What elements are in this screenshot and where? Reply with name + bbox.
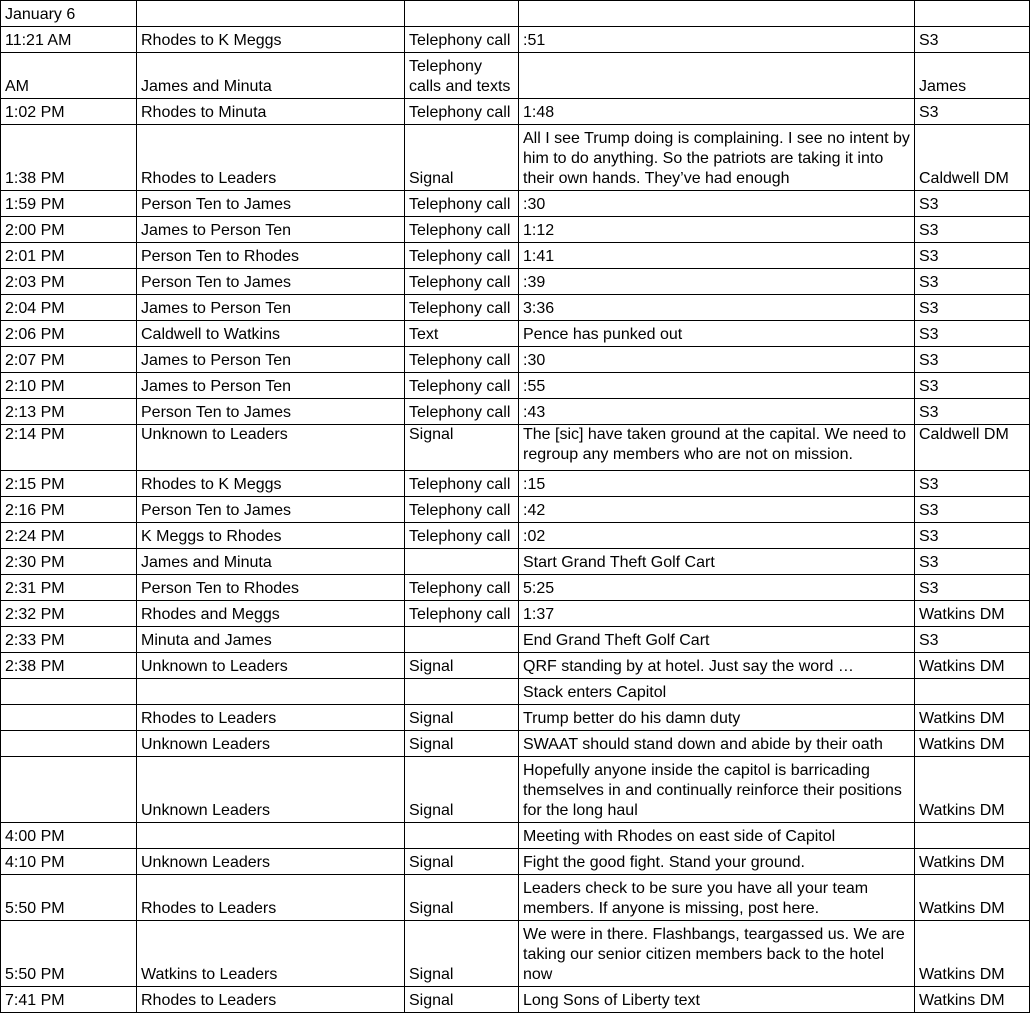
content-cell: Stack enters Capitol xyxy=(519,679,915,705)
time-cell xyxy=(1,705,137,731)
method-cell: Telephony call xyxy=(405,27,519,53)
time-cell: 7:41 PM xyxy=(1,987,137,1013)
table-row xyxy=(1,1,1030,27)
source-cell: Watkins DM xyxy=(915,875,1030,921)
participants-cell: Unknown Leaders xyxy=(137,731,405,757)
source-cell: S3 xyxy=(915,549,1030,575)
time-cell: January 6 xyxy=(1,1,137,27)
participants-cell xyxy=(137,823,405,849)
method-cell: Telephony call xyxy=(405,471,519,497)
time-cell: 2:01 PM xyxy=(1,243,137,269)
method-cell: Signal xyxy=(405,425,519,471)
content-cell: Fight the good fight. Stand your ground. xyxy=(519,849,915,875)
participants-cell: Unknown Leaders xyxy=(137,757,405,823)
source-cell: S3 xyxy=(915,217,1030,243)
source-cell: S3 xyxy=(915,269,1030,295)
time-cell: 2:33 PM xyxy=(1,627,137,653)
method-cell: Telephony call xyxy=(405,347,519,373)
table-row xyxy=(1,399,1030,425)
method-cell: Signal xyxy=(405,921,519,987)
table-row xyxy=(1,243,1030,269)
table-row xyxy=(1,191,1030,217)
time-cell: 2:13 PM xyxy=(1,399,137,425)
source-cell: S3 xyxy=(915,191,1030,217)
participants-cell: Minuta and James xyxy=(137,627,405,653)
time-cell xyxy=(1,757,137,823)
source-cell: S3 xyxy=(915,523,1030,549)
source-cell: James xyxy=(915,53,1030,99)
time-cell: 4:00 PM xyxy=(1,823,137,849)
source-cell: Watkins DM xyxy=(915,757,1030,823)
source-cell: S3 xyxy=(915,99,1030,125)
table-row xyxy=(1,987,1030,1013)
table-row xyxy=(1,497,1030,523)
source-cell: S3 xyxy=(915,347,1030,373)
source-cell: Watkins DM xyxy=(915,731,1030,757)
participants-cell xyxy=(137,1,405,27)
method-cell: Signal xyxy=(405,875,519,921)
table-row xyxy=(1,757,1030,823)
content-cell: :51 xyxy=(519,27,915,53)
method-cell xyxy=(405,549,519,575)
method-cell: Telephony call xyxy=(405,575,519,601)
content-cell: End Grand Theft Golf Cart xyxy=(519,627,915,653)
participants-cell: Unknown Leaders xyxy=(137,849,405,875)
method-cell: Signal xyxy=(405,757,519,823)
content-cell: 1:37 xyxy=(519,601,915,627)
table-row xyxy=(1,921,1030,987)
source-cell xyxy=(915,1,1030,27)
method-cell xyxy=(405,627,519,653)
method-cell: Signal xyxy=(405,987,519,1013)
source-cell: S3 xyxy=(915,373,1030,399)
content-cell: 3:36 xyxy=(519,295,915,321)
participants-cell: Unknown to Leaders xyxy=(137,425,405,471)
table-row xyxy=(1,627,1030,653)
time-cell: 2:15 PM xyxy=(1,471,137,497)
method-cell: Signal xyxy=(405,653,519,679)
participants-cell: Unknown to Leaders xyxy=(137,653,405,679)
source-cell: S3 xyxy=(915,471,1030,497)
source-cell xyxy=(915,679,1030,705)
participants-cell: James to Person Ten xyxy=(137,373,405,399)
source-cell: S3 xyxy=(915,321,1030,347)
source-cell: S3 xyxy=(915,295,1030,321)
source-cell: Watkins DM xyxy=(915,987,1030,1013)
method-cell: Telephony call xyxy=(405,191,519,217)
method-cell: Telephony call xyxy=(405,295,519,321)
method-cell: Signal xyxy=(405,849,519,875)
participants-cell xyxy=(137,679,405,705)
time-cell: 4:10 PM xyxy=(1,849,137,875)
time-cell: 2:03 PM xyxy=(1,269,137,295)
table-row xyxy=(1,601,1030,627)
source-cell xyxy=(915,823,1030,849)
content-cell: :43 xyxy=(519,399,915,425)
participants-cell: Person Ten to Rhodes xyxy=(137,243,405,269)
participants-cell: K Meggs to Rhodes xyxy=(137,523,405,549)
method-cell: Telephony calls and texts xyxy=(405,53,519,99)
content-cell: 1:41 xyxy=(519,243,915,269)
table-row xyxy=(1,125,1030,191)
content-cell: Meeting with Rhodes on east side of Capitol xyxy=(519,823,915,849)
content-cell xyxy=(519,1,915,27)
participants-cell: Caldwell to Watkins xyxy=(137,321,405,347)
method-cell: Signal xyxy=(405,125,519,191)
table-row xyxy=(1,705,1030,731)
table-row xyxy=(1,27,1030,53)
participants-cell: Rhodes to Minuta xyxy=(137,99,405,125)
content-cell: :55 xyxy=(519,373,915,399)
method-cell: Telephony call xyxy=(405,601,519,627)
method-cell xyxy=(405,823,519,849)
content-cell: All I see Trump doing is complaining. I see no intent by him to do anything. So the patriots are taking it into their own hands. They’ve had enough xyxy=(519,125,915,191)
time-cell: 2:30 PM xyxy=(1,549,137,575)
participants-cell: Rhodes to Leaders xyxy=(137,125,405,191)
time-cell: 11:21 AM xyxy=(1,27,137,53)
participants-cell: James and Minuta xyxy=(137,53,405,99)
source-cell: S3 xyxy=(915,627,1030,653)
table-row xyxy=(1,471,1030,497)
time-cell: 2:24 PM xyxy=(1,523,137,549)
content-cell: :42 xyxy=(519,497,915,523)
time-cell: 2:16 PM xyxy=(1,497,137,523)
table-row xyxy=(1,373,1030,399)
table-row xyxy=(1,575,1030,601)
content-cell: We were in there. Flashbangs, teargassed us. We are taking our senior citizen members back to the hotel now xyxy=(519,921,915,987)
source-cell: Caldwell DM xyxy=(915,425,1030,471)
method-cell: Telephony call xyxy=(405,269,519,295)
source-cell: Watkins DM xyxy=(915,601,1030,627)
time-cell: 1:02 PM xyxy=(1,99,137,125)
table-row xyxy=(1,269,1030,295)
participants-cell: Rhodes to Leaders xyxy=(137,987,405,1013)
content-cell: The [sic] have taken ground at the capital. We need to regroup any members who are not on mission. xyxy=(519,425,915,471)
content-cell: SWAAT should stand down and abide by their oath xyxy=(519,731,915,757)
content-cell: Long Sons of Liberty text xyxy=(519,987,915,1013)
participants-cell: Watkins to Leaders xyxy=(137,921,405,987)
participants-cell: Rhodes to K Meggs xyxy=(137,471,405,497)
source-cell: Watkins DM xyxy=(915,653,1030,679)
method-cell: Telephony call xyxy=(405,217,519,243)
time-cell: 1:59 PM xyxy=(1,191,137,217)
participants-cell: Rhodes to Leaders xyxy=(137,875,405,921)
source-cell: S3 xyxy=(915,27,1030,53)
time-cell: 2:06 PM xyxy=(1,321,137,347)
participants-cell: Person Ten to Rhodes xyxy=(137,575,405,601)
time-cell: 2:00 PM xyxy=(1,217,137,243)
table-row xyxy=(1,653,1030,679)
time-cell xyxy=(1,679,137,705)
source-cell: Watkins DM xyxy=(915,705,1030,731)
method-cell: Telephony call xyxy=(405,523,519,549)
method-cell: Telephony call xyxy=(405,373,519,399)
participants-cell: James to Person Ten xyxy=(137,217,405,243)
method-cell: Telephony call xyxy=(405,99,519,125)
participants-cell: Rhodes to Leaders xyxy=(137,705,405,731)
content-cell: QRF standing by at hotel. Just say the word … xyxy=(519,653,915,679)
content-cell: :02 xyxy=(519,523,915,549)
participants-cell: Person Ten to James xyxy=(137,399,405,425)
method-cell: Telephony call xyxy=(405,497,519,523)
content-cell: Start Grand Theft Golf Cart xyxy=(519,549,915,575)
time-cell xyxy=(1,731,137,757)
source-cell: Caldwell DM xyxy=(915,125,1030,191)
table-row xyxy=(1,425,1030,471)
method-cell: Signal xyxy=(405,705,519,731)
time-cell: 2:04 PM xyxy=(1,295,137,321)
source-cell: S3 xyxy=(915,243,1030,269)
time-cell: 2:10 PM xyxy=(1,373,137,399)
time-cell: AM xyxy=(1,53,137,99)
source-cell: S3 xyxy=(915,575,1030,601)
time-cell: 1:38 PM xyxy=(1,125,137,191)
content-cell: :30 xyxy=(519,347,915,373)
content-cell: 1:12 xyxy=(519,217,915,243)
content-cell: 1:48 xyxy=(519,99,915,125)
method-cell: Signal xyxy=(405,731,519,757)
content-cell: Leaders check to be sure you have all your team members. If anyone is missing, post here. xyxy=(519,875,915,921)
method-cell: Telephony call xyxy=(405,243,519,269)
table-row xyxy=(1,731,1030,757)
table-row xyxy=(1,217,1030,243)
time-cell: 2:07 PM xyxy=(1,347,137,373)
participants-cell: Person Ten to James xyxy=(137,497,405,523)
table-row xyxy=(1,347,1030,373)
content-cell: :30 xyxy=(519,191,915,217)
method-cell xyxy=(405,1,519,27)
method-cell: Telephony call xyxy=(405,399,519,425)
table-row xyxy=(1,679,1030,705)
participants-cell: Person Ten to James xyxy=(137,269,405,295)
content-cell: 5:25 xyxy=(519,575,915,601)
table-row xyxy=(1,321,1030,347)
method-cell: Text xyxy=(405,321,519,347)
table-row xyxy=(1,875,1030,921)
content-cell: Hopefully anyone inside the capitol is barricading themselves in and continually reinforce their positions for the long haul xyxy=(519,757,915,823)
participants-cell: James and Minuta xyxy=(137,549,405,575)
time-cell: 5:50 PM xyxy=(1,875,137,921)
time-cell: 2:14 PM xyxy=(1,425,137,471)
source-cell: Watkins DM xyxy=(915,921,1030,987)
table-row xyxy=(1,99,1030,125)
content-cell: Pence has punked out xyxy=(519,321,915,347)
method-cell xyxy=(405,679,519,705)
participants-cell: Rhodes and Meggs xyxy=(137,601,405,627)
content-cell: Trump better do his damn duty xyxy=(519,705,915,731)
content-cell xyxy=(519,53,915,99)
table-row xyxy=(1,823,1030,849)
content-cell: :15 xyxy=(519,471,915,497)
participants-cell: James to Person Ten xyxy=(137,347,405,373)
time-cell: 2:38 PM xyxy=(1,653,137,679)
table-row xyxy=(1,523,1030,549)
source-cell: S3 xyxy=(915,497,1030,523)
table-row xyxy=(1,549,1030,575)
participants-cell: Rhodes to K Meggs xyxy=(137,27,405,53)
source-cell: Watkins DM xyxy=(915,849,1030,875)
participants-cell: Person Ten to James xyxy=(137,191,405,217)
time-cell: 2:32 PM xyxy=(1,601,137,627)
source-cell: S3 xyxy=(915,399,1030,425)
participants-cell: James to Person Ten xyxy=(137,295,405,321)
content-cell: :39 xyxy=(519,269,915,295)
table-row xyxy=(1,53,1030,99)
time-cell: 2:31 PM xyxy=(1,575,137,601)
time-cell: 5:50 PM xyxy=(1,921,137,987)
table-row xyxy=(1,295,1030,321)
table-row xyxy=(1,849,1030,875)
timeline-table-body xyxy=(1,1,1030,1013)
